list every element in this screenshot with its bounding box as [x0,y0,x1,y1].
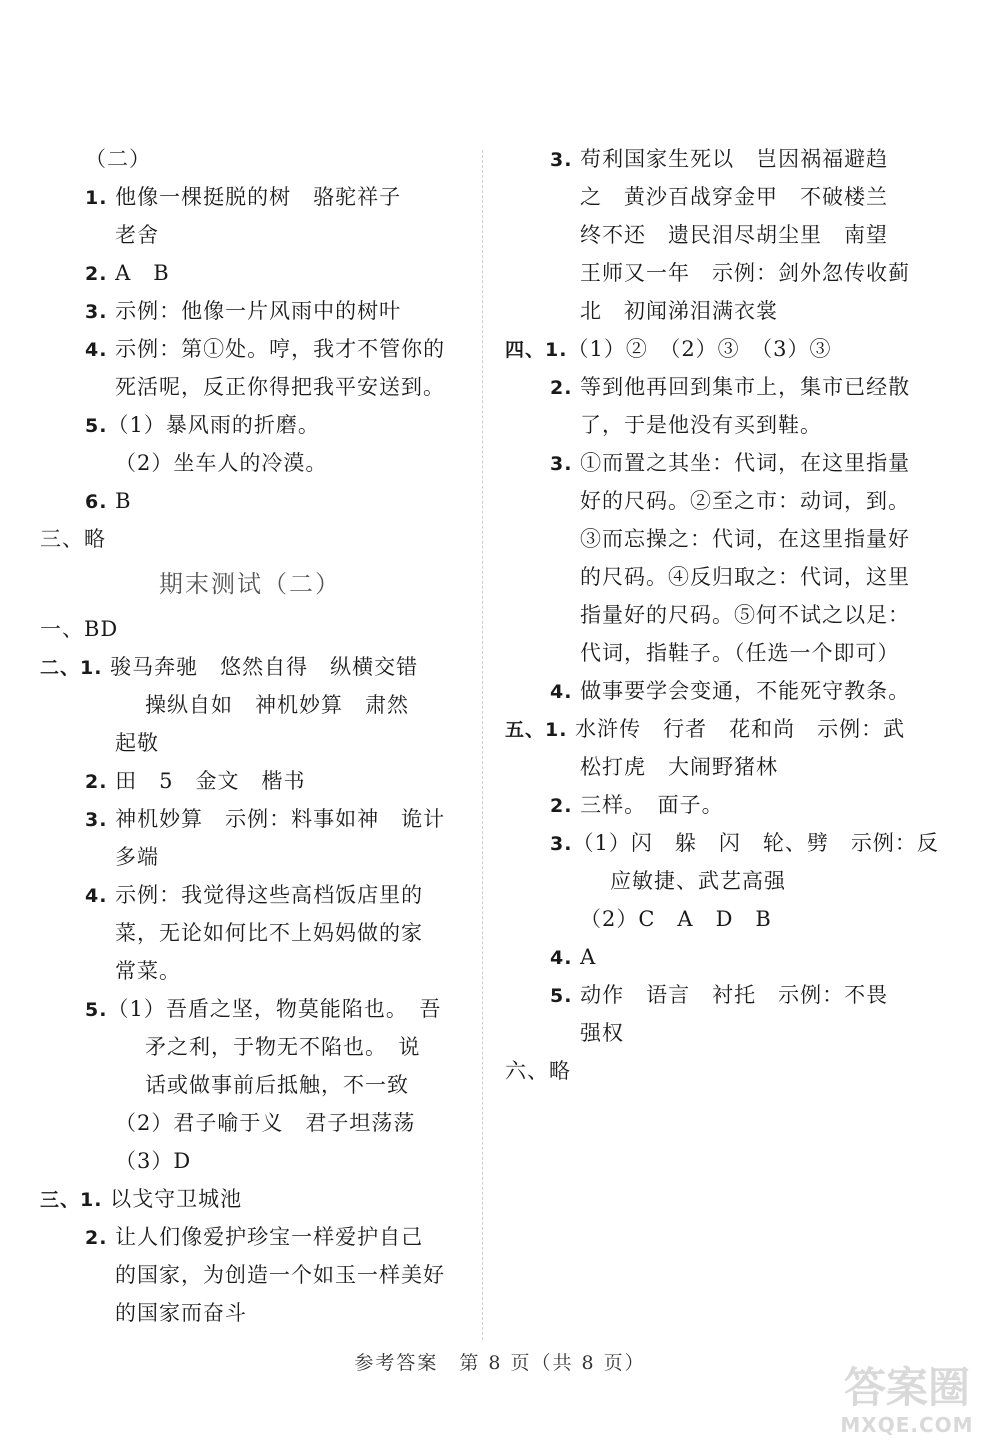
answer-line [40,140,460,178]
answer-line [40,1142,460,1180]
answer-line [40,1028,460,1066]
answer-number: 2. [85,263,108,285]
answer-text: （2）坐车人的冷漠。 [115,451,328,475]
answer-text: 指量好的尺码。⑤何不试之以足： [580,603,910,627]
answer-text: （2）C A D B [580,907,772,931]
answer-text: 等到他再回到集市上，集市已经散 [572,375,911,399]
answer-text: 矛之利，于物无不陷也。 说 [145,1035,421,1059]
answer-text: 的尺码。④反归取之：代词，这里 [580,565,910,589]
answer-number: 3. [550,833,573,855]
answer-text: 了，于是他没有买到鞋。 [580,413,822,437]
answer-text: 王师又一年 示例：剑外忽传收蓟 [580,261,910,285]
answer-number: 3. [550,453,573,475]
answer-number: 3. [85,809,108,831]
answer-text: 苟利国家生死以 岂因祸福避趋 [572,147,889,171]
answer-text: 北 初闻涕泪满衣裳 [580,299,778,323]
answer-text: 他像一棵挺脱的树 骆驼祥子 [107,185,402,209]
answer-line [40,800,460,838]
answer-number: 3. [550,149,573,171]
answer-line [40,216,460,254]
answer-line [40,330,460,368]
answer-line [40,648,460,686]
answer-number: 5. [550,985,573,1007]
answer-number: 1. [85,187,108,209]
watermark-sub-text: MXQE.COM [840,1413,974,1437]
answer-number: 3. [85,301,108,323]
answer-line [505,976,925,1014]
answer-text: 老舍 [115,223,159,247]
answer-line [40,1104,460,1142]
answer-text: 田 5 金文 楷书 [107,769,306,793]
answer-number: 4. [85,885,108,907]
answer-line [505,292,925,330]
answer-text: 的国家而奋斗 [115,1301,247,1325]
answer-text: 水浒传 行者 花和尚 示例：武 [567,717,906,741]
answer-line [505,368,925,406]
answer-text: 终不还 遗民泪尽胡尘里 南望 [580,223,888,247]
answer-line [40,520,460,558]
answer-number: 2. [85,1227,108,1249]
answer-number: 5. [85,999,108,1021]
answer-text: 示例：第①处。哼，我才不管你的 [107,337,446,361]
answer-text: 应敏捷、武艺高强 [610,869,786,893]
answer-text: 示例：他像一片风雨中的树叶 [107,299,402,323]
answer-text: （2）君子喻于义 君子坦荡荡 [115,1111,416,1135]
answer-line [505,444,925,482]
answer-text: ③而忘操之：代词，在这里指量好 [580,527,910,551]
answer-line [40,1256,460,1294]
answer-line [40,482,460,520]
answer-number: 二、1. [40,657,103,679]
answer-line [40,876,460,914]
answer-text: 神机妙算 示例：料事如神 诡计 [107,807,446,831]
answer-text: 话或做事前后抵触，不一致 [145,1073,409,1097]
answer-line [40,838,460,876]
answer-line [40,952,460,990]
answer-text: 操纵自如 神机妙算 肃然 [145,693,409,717]
left-column [40,140,460,1332]
answer-line [505,254,925,292]
answer-text: 松打虎 大闹野猪林 [580,755,778,779]
answer-text: （二） [85,147,151,171]
answer-line [505,824,939,862]
answer-text: 三样。 面子。 [572,793,724,817]
answer-number: 4. [550,947,573,969]
column-divider [482,150,483,1340]
answer-text: 之 黄沙百战穿金甲 不破楼兰 [580,185,888,209]
answer-line [40,724,460,762]
answer-text: 的国家，为创造一个如玉一样美好 [115,1263,445,1287]
answer-line [505,786,925,824]
answer-line [505,140,925,178]
answer-text: 动作 语言 衬托 示例：不畏 [572,983,889,1007]
answer-text: 让人们像爱护珍宝一样爱护自己 [107,1225,424,1249]
answer-line [505,672,925,710]
answer-text: 六、略 [505,1059,571,1083]
answer-number: 2. [85,771,108,793]
answer-text: 起敬 [115,731,159,755]
answer-number: 5. [85,415,108,437]
answer-line [40,254,460,292]
answer-line [40,292,460,330]
answer-number: 2. [550,795,573,817]
answer-line [505,634,925,672]
answer-line [40,990,460,1028]
answer-text: A [572,945,597,969]
answer-text: 一、BD [40,617,119,641]
answer-number: 4. [85,339,108,361]
answer-text: A B [107,261,170,285]
watermark-logo [832,1363,982,1443]
answer-text: 三、略 [40,527,106,551]
answer-line [40,686,460,724]
answer-number: 五、1. [505,719,568,741]
answer-line [40,762,460,800]
answer-line [505,1014,925,1052]
answer-text: 代词，指鞋子。（任选一个即可） [580,641,900,665]
right-column [505,140,939,1090]
answer-line [505,862,925,900]
answer-line [505,710,925,748]
answer-number: 4. [550,681,573,703]
answer-text: B [107,489,132,513]
answer-text: 常菜。 [115,959,181,983]
answer-text: 死活呢，反正你得把我平安送到。 [115,375,445,399]
answer-number: 6. [85,491,108,513]
answer-number: 三、1. [40,1189,103,1211]
answer-line [40,178,460,216]
answer-text: 骏马奔驰 悠然自得 纵横交错 [102,655,419,679]
answer-line [40,444,460,482]
answer-number: 四、1. [505,339,568,361]
answer-line [40,1218,460,1256]
answer-line [505,178,925,216]
answer-line [505,900,925,938]
answer-text: 做事要学会变通，不能死守教条。 [572,679,911,703]
section-title: 期末测试（二） [159,570,341,598]
answer-text: （1）② （2）③ （3）③ [567,337,832,361]
answer-text: ①而置之其坐：代词，在这里指量 [572,451,911,475]
watermark-main-text: 答案圈 [843,1363,970,1412]
answer-line [40,1066,460,1104]
answer-line [40,406,460,444]
answer-line [40,1180,460,1218]
answer-line [505,330,925,368]
answer-text: 示例：我觉得这些高档饭店里的 [107,883,424,907]
answer-text: （1）暴风雨的折磨。 [107,413,320,437]
answer-line [505,596,925,634]
answer-line [505,520,925,558]
answer-text: 好的尺码。②至之市：动词，到。 [580,489,910,513]
answer-line [505,406,925,444]
answer-number: 2. [550,377,573,399]
answer-line [505,748,925,786]
answer-line [505,216,925,254]
answer-text: 多端 [115,845,159,869]
answer-text: 以戈守卫城池 [102,1187,243,1211]
answer-text: 菜，无论如何比不上妈妈做的家 [115,921,423,945]
answer-line [40,914,460,952]
page-footer: 参考答案 第 8 页（共 8 页） [354,1352,646,1374]
answer-line [505,482,925,520]
answer-line [40,1294,460,1332]
answer-text: 强权 [580,1021,624,1045]
answer-text: （1）闪 躲 闪 轮、劈 示例：反 [572,831,939,855]
answer-line [505,938,925,976]
answer-line [505,558,925,596]
answer-text: （1）吾盾之坚，物莫能陷也。 吾 [107,997,442,1021]
answer-line [505,1052,925,1090]
answer-text: （3）D [115,1149,192,1173]
answer-line [40,610,460,648]
answer-line [40,368,460,406]
